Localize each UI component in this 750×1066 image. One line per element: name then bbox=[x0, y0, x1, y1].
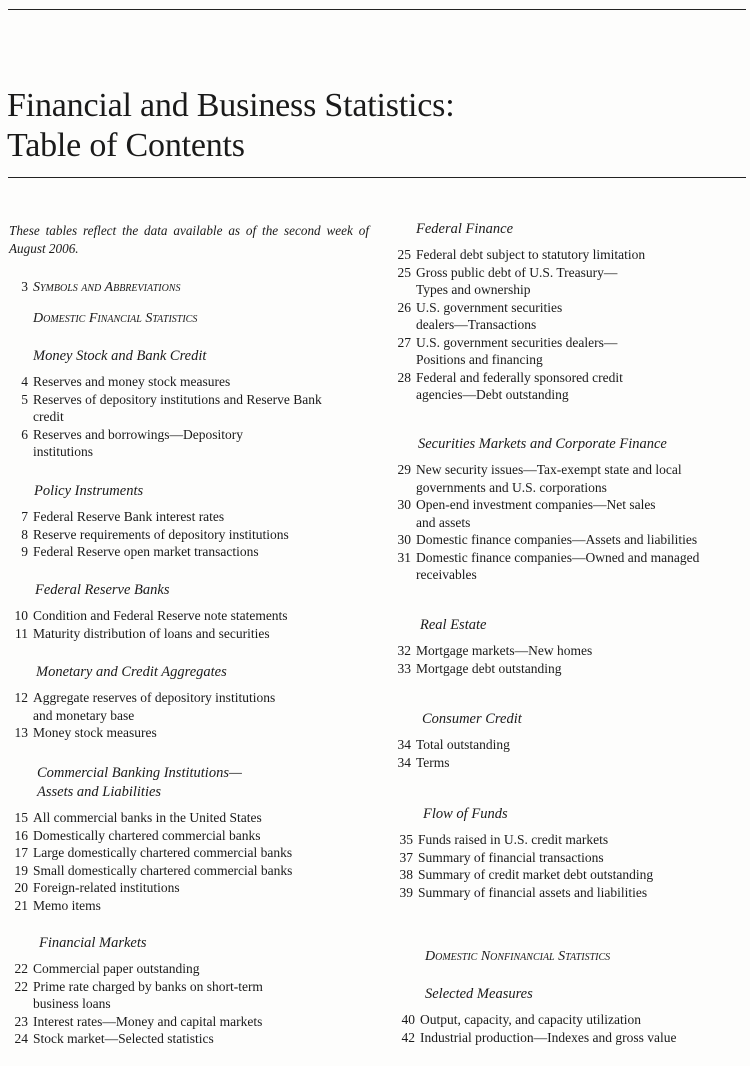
entry-title: Total outstanding bbox=[416, 737, 510, 752]
domestic-financial-heading bbox=[33, 309, 197, 328]
toc-entry[interactable] bbox=[9, 978, 369, 1013]
entry-title: Output, capacity, and capacity utilization bbox=[420, 1012, 642, 1027]
entry-title: All commercial banks in the United States bbox=[33, 810, 262, 825]
entry-title: Mortgage markets—New homes bbox=[416, 643, 593, 658]
toc-entry[interactable] bbox=[392, 461, 748, 496]
page-number: 25 bbox=[397, 247, 411, 262]
page-number: 25 bbox=[397, 264, 411, 280]
entry-title: Reserves of depository institutions and Reserve Bank bbox=[33, 391, 322, 407]
section-flow-of-funds bbox=[394, 805, 748, 901]
entry-title: Aggregate reserves of depository institutions bbox=[33, 690, 276, 705]
entry-title-cont: Positions and financing bbox=[416, 352, 543, 367]
entry-title: Reserves and money stock measures bbox=[33, 374, 231, 389]
page-number: 8 bbox=[21, 526, 28, 542]
section-heading: Real Estate bbox=[420, 617, 487, 633]
toc-entry[interactable] bbox=[394, 831, 748, 849]
entry-title-cont: institutions bbox=[33, 444, 94, 459]
entry-title-cont: receivables bbox=[416, 567, 477, 582]
entry-title: Domestic finance companies—Owned and managed bbox=[416, 549, 700, 565]
toc-entry[interactable] bbox=[392, 549, 748, 584]
section-heading-cont: Assets and Liabilities bbox=[37, 784, 162, 800]
section-heading: Commercial Banking Institutions— bbox=[37, 765, 242, 781]
entry-title: Summary of credit market debt outstanding bbox=[418, 867, 654, 882]
page-number: 28 bbox=[397, 369, 411, 385]
page-number: 31 bbox=[397, 549, 411, 565]
toc-entry[interactable] bbox=[9, 508, 369, 526]
entry-title: Money stock measures bbox=[33, 725, 157, 740]
entry-title: Reserves and borrowings—Depository bbox=[33, 426, 243, 442]
page-number: 34 bbox=[397, 737, 411, 752]
toc-entry[interactable] bbox=[9, 809, 369, 827]
section-heading: Monetary and Credit Aggregates bbox=[36, 664, 227, 680]
entry-title: Open-end investment companies—Net sales bbox=[416, 497, 656, 512]
toc-entry[interactable] bbox=[394, 849, 748, 867]
domestic-nonfinancial-heading bbox=[425, 947, 610, 966]
toc-entry[interactable] bbox=[392, 369, 748, 404]
toc-entry[interactable] bbox=[9, 844, 369, 862]
page-number: 27 bbox=[397, 334, 411, 350]
toc-entry[interactable] bbox=[394, 866, 748, 884]
page-number: 19 bbox=[14, 862, 28, 878]
toc-entry[interactable] bbox=[9, 689, 369, 724]
toc-entry[interactable] bbox=[9, 724, 369, 742]
entry-title: Summary of financial assets and liabilities bbox=[418, 884, 648, 900]
page-number: 20 bbox=[14, 880, 28, 895]
page-number: 13 bbox=[14, 725, 28, 740]
section-monetary-aggregates bbox=[9, 663, 369, 742]
toc-entry[interactable] bbox=[9, 607, 369, 625]
entry-title: Terms bbox=[416, 754, 450, 770]
entry-title-cont: agencies—Debt outstanding bbox=[416, 387, 569, 402]
section-heading: Securities Markets and Corporate Finance bbox=[418, 436, 667, 452]
entry-title: U.S. government securities bbox=[416, 299, 563, 315]
page-number: 24 bbox=[14, 1031, 28, 1046]
toc-entry[interactable] bbox=[9, 543, 369, 561]
entry-title: Memo items bbox=[33, 897, 101, 913]
entry-title-cont: and assets bbox=[416, 514, 471, 530]
entry-title: Foreign-related institutions bbox=[33, 880, 180, 895]
toc-entry[interactable] bbox=[392, 246, 748, 264]
entry-title: Federal debt subject to statutory limitation bbox=[416, 247, 646, 262]
toc-entry[interactable] bbox=[9, 526, 369, 544]
part-heading: Domestic Nonfinancial Statistics bbox=[425, 949, 611, 964]
entry-title-cont: governments and U.S. corporations bbox=[416, 479, 607, 495]
section-heading: Financial Markets bbox=[39, 935, 147, 951]
page-number: 7 bbox=[21, 509, 28, 524]
page-number: 37 bbox=[399, 849, 413, 865]
toc-entry[interactable] bbox=[9, 426, 369, 461]
entry-title-cont: Types and ownership bbox=[416, 282, 531, 297]
entry-title: Small domestically chartered commercial banks bbox=[33, 862, 293, 878]
section-commercial-banking bbox=[9, 764, 369, 914]
toc-entry[interactable] bbox=[9, 391, 369, 426]
toc-entry[interactable] bbox=[392, 642, 748, 660]
symbols-block bbox=[9, 278, 369, 297]
section-policy-instruments bbox=[9, 482, 369, 561]
toc-entry[interactable] bbox=[392, 299, 748, 334]
toc-entry[interactable] bbox=[394, 884, 748, 902]
toc-entry[interactable] bbox=[9, 278, 369, 297]
entry-title-cont: and monetary base bbox=[33, 707, 135, 723]
entry-title-cont: credit bbox=[33, 409, 64, 424]
toc-entry[interactable] bbox=[9, 1030, 369, 1048]
page-number: 21 bbox=[14, 897, 28, 913]
entry-title: Federal Reserve open market transactions bbox=[33, 544, 259, 559]
entry-title: Federal Reserve Bank interest rates bbox=[33, 509, 225, 524]
section-heading: Flow of Funds bbox=[423, 806, 508, 822]
entry-title: Commercial paper outstanding bbox=[33, 961, 200, 976]
section-heading: Federal Reserve Banks bbox=[35, 582, 170, 598]
section-money-stock bbox=[9, 347, 369, 461]
toc-entry[interactable] bbox=[9, 827, 369, 845]
toc-entry[interactable] bbox=[396, 1011, 748, 1029]
page-number: 30 bbox=[397, 497, 411, 512]
page-number: 26 bbox=[397, 299, 411, 315]
entry-title: Stock market—Selected statistics bbox=[33, 1031, 214, 1046]
section-heading: Policy Instruments bbox=[34, 483, 144, 499]
page-number: 22 bbox=[14, 961, 28, 976]
page-number: 15 bbox=[14, 810, 28, 825]
entry-title: Federal and federally sponsored credit bbox=[416, 369, 623, 385]
entry-title: New security issues—Tax-exempt state and local bbox=[416, 462, 682, 477]
entry-title: Mortgage debt outstanding bbox=[416, 660, 562, 676]
page-number: 10 bbox=[14, 608, 28, 623]
title-line-2: Table of Contents bbox=[7, 127, 245, 164]
section-federal-reserve-banks bbox=[9, 581, 369, 642]
toc-entry[interactable] bbox=[9, 625, 369, 643]
entry-title-cont: dealers—Transactions bbox=[416, 317, 537, 332]
toc-entry[interactable] bbox=[392, 264, 748, 299]
page-number: 11 bbox=[15, 625, 28, 641]
toc-entry[interactable] bbox=[396, 1029, 748, 1047]
entry-title: Maturity distribution of loans and securities bbox=[33, 625, 270, 641]
title-line-1: Financial and Business Statistics: bbox=[7, 87, 455, 124]
toc-entry[interactable] bbox=[9, 373, 369, 391]
entry-title: Interest rates—Money and capital markets bbox=[33, 1013, 263, 1029]
toc-entry[interactable] bbox=[9, 862, 369, 880]
entry-title: Prime rate charged by banks on short-term bbox=[33, 978, 263, 994]
entry-title: Industrial production—Indexes and gross value bbox=[420, 1029, 677, 1045]
toc-entry[interactable] bbox=[9, 897, 369, 915]
toc-entry[interactable] bbox=[392, 334, 748, 369]
entry-title: Gross public debt of U.S. Treasury— bbox=[416, 264, 618, 280]
page-number: 23 bbox=[14, 1013, 28, 1029]
toc-entry[interactable] bbox=[392, 754, 748, 772]
page-number: 34 bbox=[397, 754, 411, 770]
section-heading: Selected Measures bbox=[425, 986, 533, 1002]
section-federal-finance bbox=[392, 220, 748, 404]
page-number: 6 bbox=[21, 426, 28, 442]
page-number: 39 bbox=[399, 884, 413, 900]
entry-title: Domestically chartered commercial banks bbox=[33, 827, 261, 843]
entry-title: Domestic finance companies—Assets and liabilities bbox=[416, 532, 698, 547]
entry-title: Funds raised in U.S. credit markets bbox=[418, 832, 609, 847]
title-rule bbox=[8, 177, 746, 178]
page-number: 42 bbox=[401, 1029, 415, 1045]
page-number: 29 bbox=[397, 462, 411, 477]
part-heading: Domestic Financial Statistics bbox=[33, 311, 198, 326]
page-number: 17 bbox=[14, 845, 28, 860]
page-number: 5 bbox=[21, 391, 28, 407]
page-number: 4 bbox=[21, 374, 28, 389]
intro-note: These tables reflect the data available as of the second week of August 2006. bbox=[9, 223, 369, 256]
page-number: 9 bbox=[21, 544, 28, 559]
toc-entry[interactable] bbox=[9, 879, 369, 897]
entry-title-cont: business loans bbox=[33, 996, 111, 1011]
page-number: 32 bbox=[397, 643, 411, 658]
entry-title: Condition and Federal Reserve note statements bbox=[33, 608, 288, 623]
page-number: 3 bbox=[21, 279, 28, 294]
section-financial-markets bbox=[9, 934, 369, 1048]
page-number: 30 bbox=[397, 532, 411, 547]
page-number: 33 bbox=[397, 660, 411, 676]
section-heading: Federal Finance bbox=[416, 221, 514, 237]
section-selected-measures bbox=[396, 985, 748, 1046]
toc-entry[interactable] bbox=[9, 960, 369, 978]
page-number: 22 bbox=[14, 978, 28, 994]
entry-title: Symbols and Abbreviations bbox=[33, 280, 181, 295]
toc-entry[interactable] bbox=[392, 660, 748, 678]
section-heading: Money Stock and Bank Credit bbox=[33, 348, 207, 364]
entry-title: Summary of financial transactions bbox=[418, 849, 604, 865]
toc-entry[interactable] bbox=[392, 736, 748, 754]
page-number: 38 bbox=[399, 867, 413, 882]
entry-title: U.S. government securities dealers— bbox=[416, 334, 618, 350]
page-number: 40 bbox=[401, 1012, 415, 1027]
section-heading: Consumer Credit bbox=[422, 711, 522, 727]
toc-entry[interactable] bbox=[9, 1013, 369, 1031]
section-consumer-credit bbox=[392, 710, 748, 771]
toc-entry[interactable] bbox=[392, 496, 748, 531]
toc-entry[interactable] bbox=[392, 531, 748, 549]
entry-title: Reserve requirements of depository institutions bbox=[33, 526, 289, 542]
section-securities-markets bbox=[392, 435, 748, 584]
page-number: 35 bbox=[399, 832, 413, 847]
top-rule bbox=[8, 9, 746, 10]
page-title bbox=[7, 86, 454, 166]
page-number: 12 bbox=[14, 690, 28, 705]
section-real-estate bbox=[392, 616, 748, 677]
page-number: 16 bbox=[14, 827, 28, 843]
entry-title: Large domestically chartered commercial banks bbox=[33, 845, 293, 860]
